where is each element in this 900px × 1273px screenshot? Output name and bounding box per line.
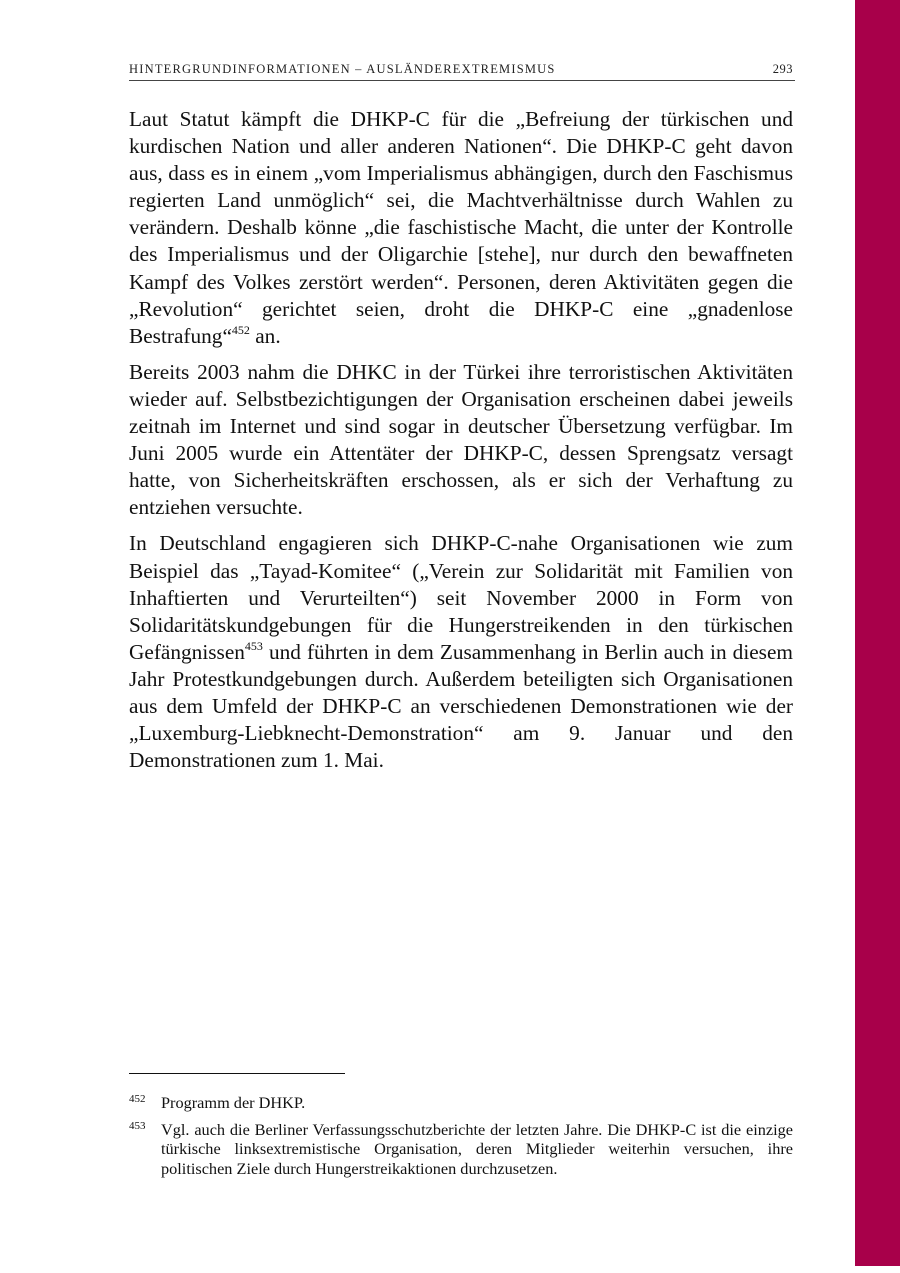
footnote-text: Vgl. auch die Berliner Verfassungsschutzberichte der letzten Jahre. Die DHKP-C ist die einzige türkische linksextremistische Organisation, deren Mitglieder weiterhin versuchen, ihre politischen Ziele durch Hungerstreikaktionen durchzusetzen. <box>161 1119 793 1178</box>
footnote-452 <box>129 1093 793 1113</box>
footnote-text: Programm der DHKP. <box>161 1093 306 1112</box>
footnotes-section <box>129 1093 793 1185</box>
footnote-ref-453[interactable]: 453 <box>244 638 263 653</box>
side-color-bar <box>855 0 900 1266</box>
paragraph-3 <box>129 530 793 774</box>
running-header <box>129 62 795 81</box>
paragraph-1 <box>129 106 793 350</box>
paragraph-3-text: In Deutschland engagieren sich DHKP-C-nahe Organisationen wie zum Beispiel das „Tayad-Komitee“ („Verein zur Solidarität mit Familien von Inhaftierten und Verurteilten“) seit November 2000 in Form von Solidaritätskundgebungen für die Hungerstreikenden in den türkischen Gefängnissen <box>129 531 793 664</box>
header-title: HINTERGRUNDINFORMATIONEN – AUSLÄNDEREXTREMISMUS <box>129 62 556 76</box>
footnote-number: 453 <box>129 1119 146 1132</box>
footnote-453 <box>129 1120 793 1179</box>
paragraph-1-tail: an. <box>249 323 281 348</box>
paragraph-1-text: Laut Statut kämpft die DHKP-C für die „Befreiung der türkischen und kurdischen Nation und aller anderen Nationen“. Die DHKP-C geht davon aus, dass es in einem „vom Imperialismus abhängigen, durch den Faschismus regierten Land unmöglich“ sei, die Machtverhältnisse durch Wahlen zu verändern. Deshalb könne „die faschistische Macht, die unter der Kontrolle des Imperialismus und der Oligarchie [stehe], nur durch den bewaffneten Kampf des Volkes zerstört werden“. Personen, deren Aktivitäten gegen die „Revolution“ gerichtet seien, droht die DHKP-C eine „gnadenlose Bestrafung“ <box>129 107 793 348</box>
paragraph-2: Bereits 2003 nahm die DHKC in der Türkei ihre terroristischen Aktivitäten wieder auf. Selbstbezichtigungen der Organisation erscheinen dabei jeweils zeitnah im Internet und sind sogar in deutscher Übersetzung verfügbar. Im Juni 2005 wurde ein Attentäter der DHKP-C, dessen Sprengsatz versagt hatte, von Sicherheitskräften erschossen, als er sich der Verhaftung zu entziehen versuchte. <box>129 359 793 520</box>
page-number: 293 <box>772 62 793 76</box>
footnote-separator <box>129 1073 345 1074</box>
paragraph-3-tail: und führten in dem Zusammenhang in Berlin auch in diesem Jahr Protestkundgebungen durch. Außerdem beteiligten sich Organisationen aus dem Umfeld der DHKP-C an verschiedenen Demonstrationen wie der „Luxemburg-Liebknecht-Demonstration“ am 9. Januar und den Demonstrationen zum 1. Mai. <box>129 639 793 773</box>
main-body-text <box>129 106 793 783</box>
footnote-ref-452[interactable]: 452 <box>231 322 250 337</box>
footnote-number: 452 <box>129 1093 146 1105</box>
